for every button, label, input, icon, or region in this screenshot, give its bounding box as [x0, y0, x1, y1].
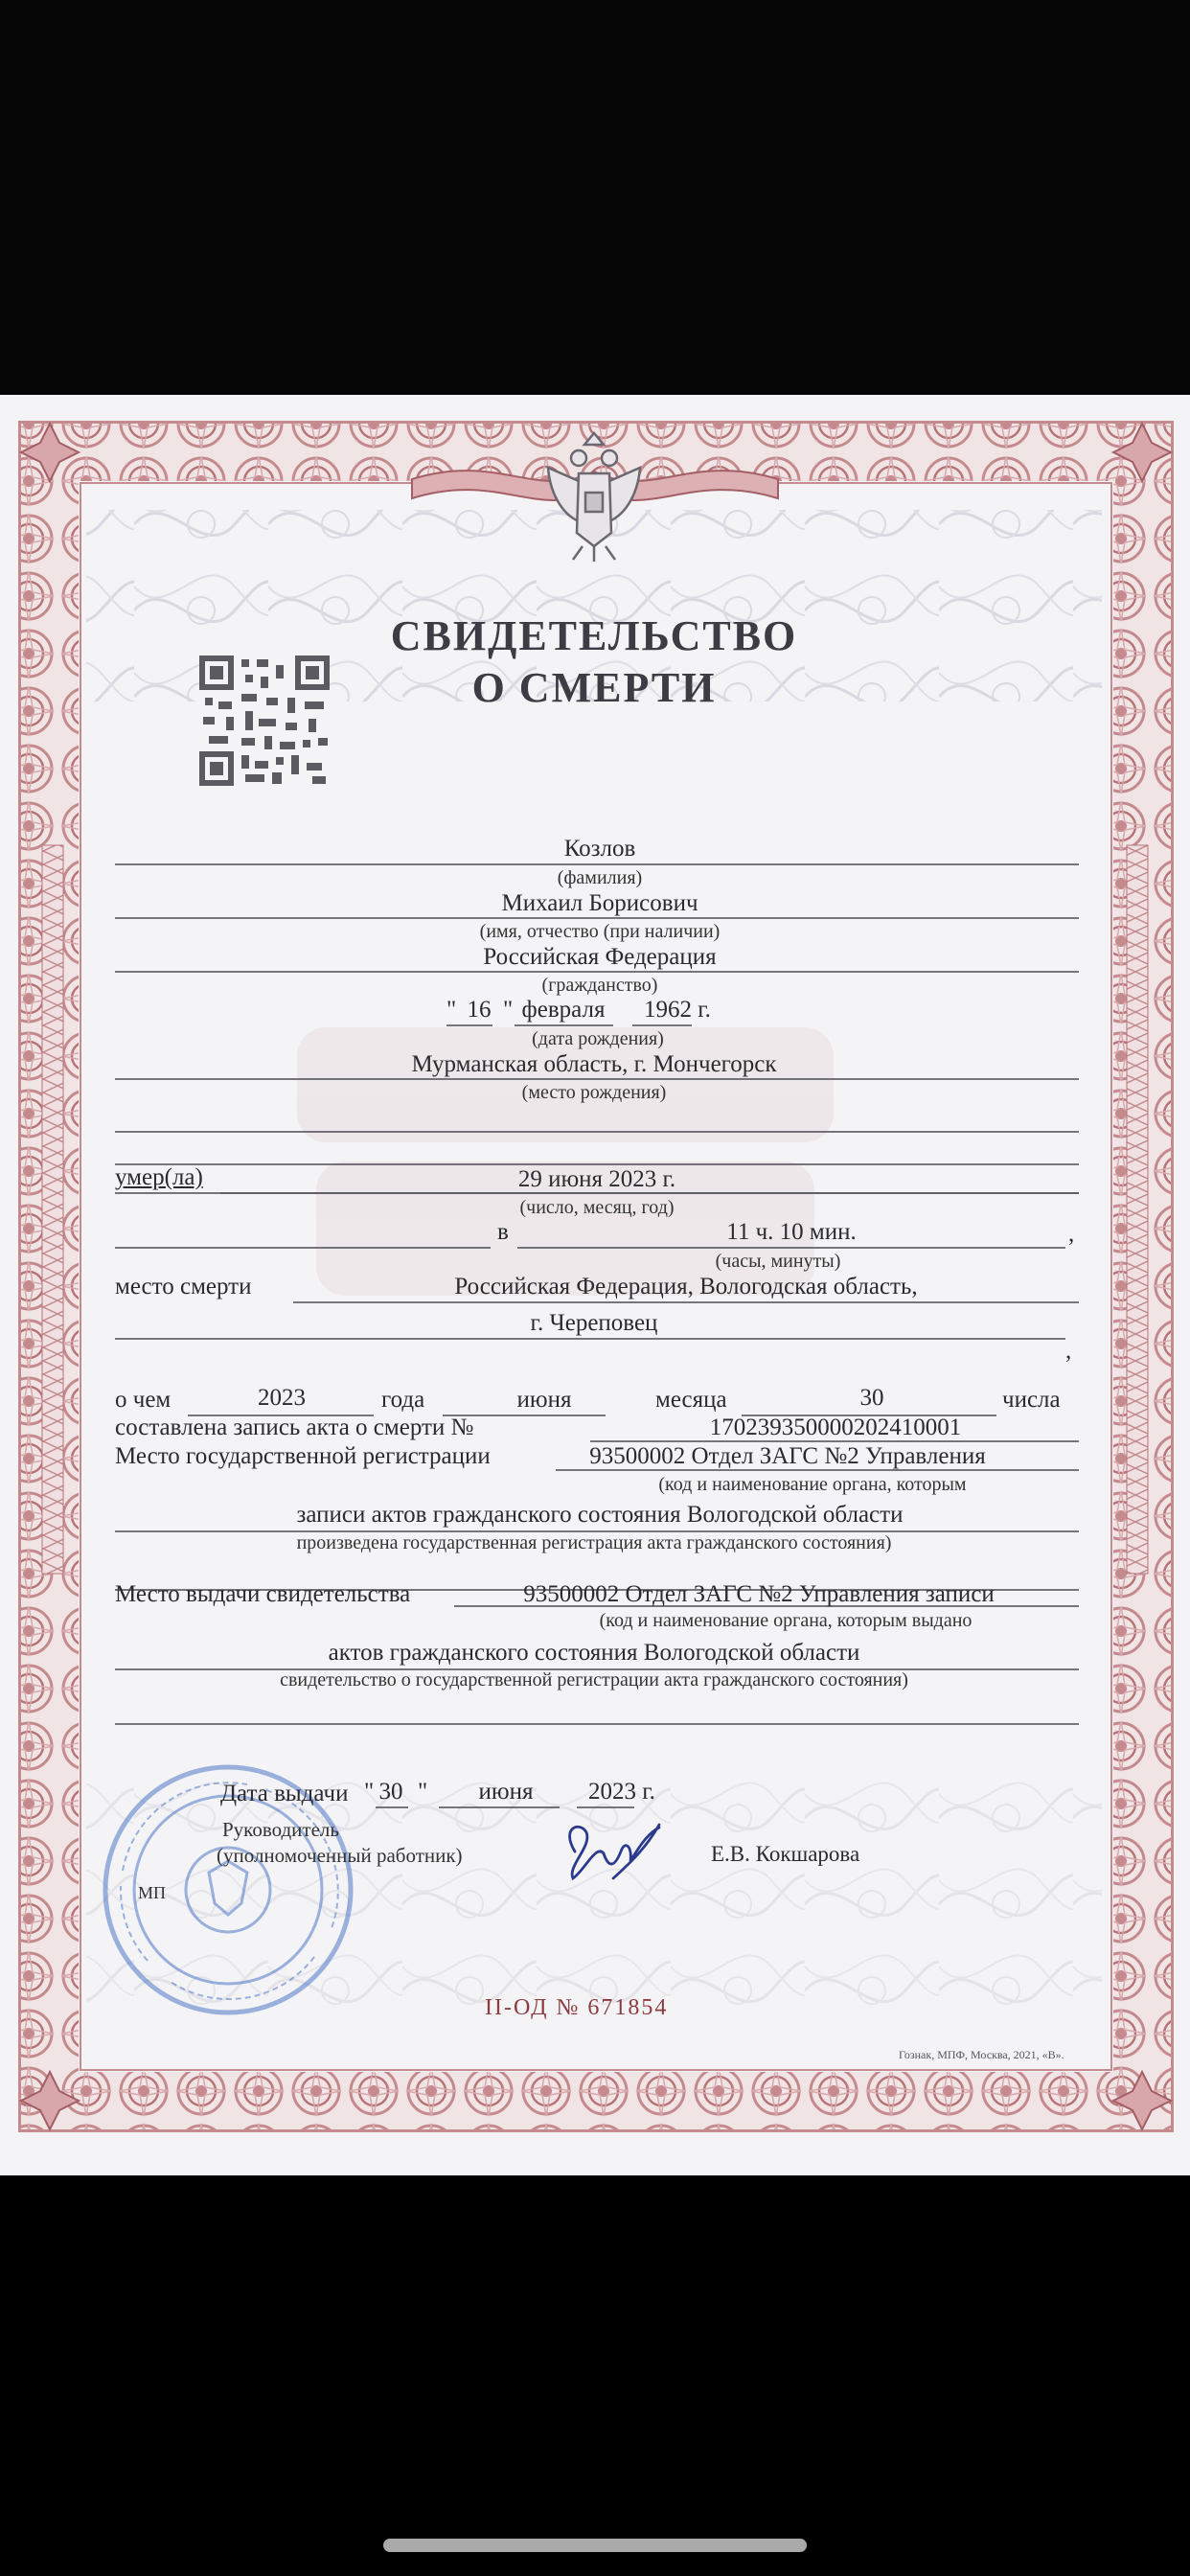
certificate-document	[0, 395, 1190, 2175]
death-time-prefix: в	[497, 1219, 509, 1245]
head-label-line1: Руководитель	[222, 1818, 339, 1841]
printer-note: Гознак, МПФ, Москва, 2021, «В».	[899, 2048, 1064, 2061]
issue-date-label: Дата выдачи	[220, 1781, 349, 1806]
death-time-comma: ,	[1068, 1221, 1075, 1247]
serial-number: II-ОД № 671854	[485, 1995, 669, 2020]
name-value: Михаил Борисович	[501, 890, 698, 916]
certificate-title: СВИДЕТЕЛЬСТВО	[390, 612, 798, 659]
citizenship-caption: (гражданство)	[541, 975, 658, 996]
birth-place-caption: (место рождения)	[521, 1082, 667, 1103]
issue-year: 2023 г.	[588, 1779, 655, 1805]
citizenship-value: Российская Федерация	[483, 944, 717, 970]
issue-caption-line1: (код и наименование органа, которым выдано	[599, 1610, 973, 1631]
registration-place-line2: записи актов гражданского состояния Вологодской области	[296, 1502, 904, 1528]
issue-place-label: Место выдачи свидетельства	[115, 1581, 411, 1607]
record-month: июня	[516, 1387, 572, 1413]
registration-place-line1: 93500002 Отдел ЗАГС №2 Управления	[589, 1443, 986, 1469]
birth-month: февраля	[521, 997, 606, 1023]
death-time-value: 11 ч. 10 мин.	[726, 1219, 857, 1245]
birth-date-close-quote: "	[503, 997, 514, 1023]
surname-value: Козлов	[563, 836, 636, 862]
death-date-caption: (число, месяц, год)	[519, 1197, 675, 1218]
record-year: 2023	[258, 1385, 306, 1411]
issue-month: июня	[478, 1779, 534, 1805]
head-name: Е.В. Кокшарова	[711, 1842, 860, 1866]
died-label: умер(ла)	[115, 1164, 203, 1190]
death-time-caption: (часы, минуты)	[715, 1251, 841, 1272]
death-place-line2: г. Череповец	[530, 1310, 658, 1336]
issue-place-line1: 93500002 Отдел ЗАГС №2 Управления записи	[523, 1581, 995, 1607]
issue-date-close-quote: "	[418, 1779, 428, 1805]
registration-caption-line1: (код и наименование органа, которым	[658, 1474, 967, 1495]
stamp-place-label: МП	[138, 1883, 167, 1902]
record-number-label: составлена запись акта о смерти №	[115, 1414, 474, 1440]
record-mesyatsa-label: месяца	[655, 1387, 727, 1413]
registration-caption-line2: произведена государственная регистрация акта гражданского состояния)	[296, 1532, 892, 1553]
home-indicator[interactable]	[383, 2539, 807, 2552]
registration-place-label: Место государственной регистрации	[115, 1443, 491, 1469]
record-number-value: 170239350000202410001	[709, 1414, 962, 1440]
record-day: 30	[859, 1385, 884, 1411]
issue-caption-line2: свидетельство о государственной регистрации акта гражданского состояния)	[280, 1669, 908, 1690]
issue-place-line2: актов гражданского состояния Вологодской области	[328, 1640, 860, 1666]
surname-caption: (фамилия)	[557, 867, 643, 888]
death-place-comma: ,	[1065, 1338, 1072, 1364]
birth-date-caption: (дата рождения)	[532, 1028, 664, 1049]
record-chisla-label: числа	[1002, 1387, 1061, 1413]
death-date-value: 29 июня 2023 г.	[517, 1166, 676, 1192]
birth-place-value: Мурманская область, г. Мончегорск	[411, 1051, 777, 1077]
photo-background-top	[0, 0, 1190, 395]
birth-date-open-quote: "	[446, 997, 457, 1023]
certificate-subtitle: О СМЕРТИ	[471, 664, 717, 711]
issue-day: 30	[378, 1779, 403, 1805]
name-caption: (имя, отчество (при наличии)	[479, 921, 721, 942]
record-goda-label: года	[381, 1387, 425, 1413]
birth-year: 1962 г.	[644, 997, 711, 1023]
photo-background-bottom	[0, 2175, 1190, 2576]
death-place-label: место смерти	[115, 1274, 252, 1300]
qr-code-icon	[199, 656, 330, 786]
issue-date-open-quote: "	[364, 1779, 375, 1805]
birth-day: 16	[467, 997, 492, 1023]
head-label-line2: (уполномоченный работник)	[217, 1844, 463, 1867]
record-o-chem-label: о чем	[115, 1387, 172, 1413]
death-place-line1: Российская Федерация, Вологодская область,	[454, 1274, 918, 1300]
